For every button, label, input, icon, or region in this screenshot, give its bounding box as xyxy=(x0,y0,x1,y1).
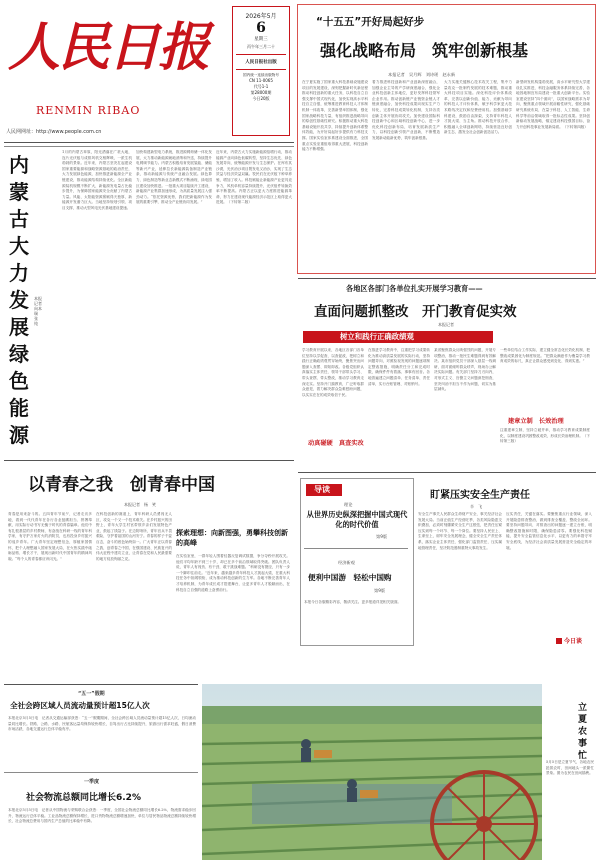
lead-body-col3: 大力实施关键核心技术攻关工程，集中力量攻克一批制约发展的技术难题，推动重大科技项目实施。深化科技评价体系改革，完善以创新价值、能力、贡献为导向的科技人才评价体系，赋予科学家更大技术路线决定权和经费使用权。加强基础学科建设，鼓励自由探索，支持青年科技人才挑大梁、当主角。推动科技开放合作，积极融入全球创新网络，持续营造良好创新生态，激发全社会创新创造活力。 xyxy=(444,80,512,135)
code-2: CN 11-0065 xyxy=(249,78,273,84)
education-body-col1: 学习教育开展以来，各地区各部门各单位坚持以学促查、以查促改，把树立和践行正确政绩观贯穿始终，聚焦突出问题深入查摆、即知即改。各级党组织认真落实主体责任，领导干部带头学习、带头查摆、带头整改，推动学习教育走深走实。坚持开门搞教育，广泛听取群众意见，着力解决群众急难愁盼问题，以实实在在的成效取信于民。 xyxy=(302,348,364,397)
education-subhead-1: 动真碰硬 真查实改 xyxy=(308,440,364,447)
education-banner-text: 树立和践行正确政绩观 xyxy=(340,332,414,341)
education-body-col3: 某省聚焦群众反映强烈的问题，开展专项整治，推动一批民生难题得到有效解决。某市组织党员干部深入基层一线调研，面对面倾听群众呼声，现场办公解决实际问题。有关部门坚持刀刃向内，对形式主义、官僚主义问题深挖细查，坚决纠治不担当不作为问题，切实为基层减负。 xyxy=(434,348,496,392)
safety-body-col1: 安全生产事关人民群众生命财产安全，事关经济社会发展大局。当前正值生产经营旺季，各类风险隐患交织叠加，必须时刻绷紧安全生产这根弦，把责任压紧压实到每一个环节、每一个岗位。要坚持人民至上、生命至上，树牢安全发展理念，健全安全生产责任体系，落实企业主体责任，强化部门监管责任，压实属地管理责任，坚决防范遏制重特大事故发生。 xyxy=(418,512,502,550)
code-1: 国内统一连续出版物号 xyxy=(243,73,279,78)
vertical-top-rule xyxy=(4,146,294,147)
date-weekday: 星期三 xyxy=(254,37,268,42)
guide-item-2-tag: 经济新观 xyxy=(338,560,355,565)
lead-headline[interactable]: 强化战略布局 筑牢创新根基 xyxy=(320,41,529,60)
code-5: 今日20版 xyxy=(252,96,270,102)
guide-item-1-page[interactable]: 第9版 xyxy=(376,534,388,539)
safety-body-col2: 压实责任，关键在落实。要聚焦重点行业领域，深入开展隐患排查整治，做到排查全覆盖、整改全闭环。要坚持问题导向，对排查出的问题逐一建立台账，明确整改措施和时限，确保隐患清零。要强化科技赋能，提升安全监管信息化水平，以更有力的举措守牢安全底线，为经济社会高质量发展营造安全稳定的环境。 xyxy=(506,512,592,550)
lead-body-col2: 着力推进科技创新和产业创新深度融合，加强企业主导的产学研深度融合，强化企业科技创新主体地位，更好发挥科技领军企业作用。推动创新链产业链资金链人才链深度融合，加快科技成果向现实生产力转化，完善科技成果转化机制，支持各类创新主体开展协同攻关。加快建设国际科技创新中心和区域科技创新中心，进一步优化科技创新布局，培育发展新质生产力，以科技创新引领产业创新，不断塑造发展新动能新优势，筑牢创新根基。 xyxy=(372,80,440,140)
youth-headline[interactable]: 以青春之我 创青春中国 xyxy=(28,475,215,495)
date-day: 6 xyxy=(256,20,266,36)
education-subhead-2: 建章立制 长效治理 xyxy=(508,418,564,425)
holiday-kicker: “五一”假期 xyxy=(78,691,105,697)
education-body-col4: 一些单位结合工作实际，建立健全常态化长效化机制，把整改成果固化为制度规范。“把群众满意作为衡量学习教育成效的标尺，真正让群众感受到变化、得到实惠。” xyxy=(500,348,590,364)
feature-body: 在实验室里，一群年轻人围着仪器反复调试数据，争分夺秒开展攻关。他们平均年龄不到三十岁，却已在多个前沿领域取得突破。团队负责人说，青年人有闯劲、有干劲，敢于挑战难题。“科研没有捷径，只有一步一个脚印往前走。”近年来，越来越多青年科技人才挑起大梁，在重大科技任务中担纲领衔，成为推动科技创新的生力军。各地不断完善青年人才培养机制，为青年成长成才搭建舞台，让更多青年人才脱颖而出，在科技自立自强的道路上奋勇前行。 xyxy=(176,554,290,592)
date-panel xyxy=(232,6,290,136)
education-byline: 本报记者 xyxy=(438,322,454,327)
code-3: 代号1-1 xyxy=(253,84,269,90)
guide-item-1-title[interactable]: 从世界历史纵深把握中国式现代化的时代价值 xyxy=(306,510,408,529)
youth-byline: 本报记者 杨 笑 xyxy=(124,502,156,507)
newspaper-logo: 人民日报 xyxy=(8,17,209,78)
guide-divider xyxy=(304,548,408,549)
date-year-month: 2026年5月 xyxy=(245,13,277,20)
guide-item-1-tag: 理论 xyxy=(344,502,353,507)
website-link[interactable]: 人民网网址：http://www.people.com.cn xyxy=(6,129,102,135)
logistics-headline[interactable]: 社会物流总额同比增长6.2% xyxy=(26,793,141,803)
masthead xyxy=(6,4,234,138)
safety-byline: 辛 飞 xyxy=(470,504,482,509)
safety-headline[interactable]: 盯紧压实安全生产责任 xyxy=(430,490,530,501)
today-marker xyxy=(556,638,562,644)
publisher: 人民日报社出版 xyxy=(245,59,277,65)
holiday-top-rule xyxy=(4,684,198,685)
education-body-col5: 注重建章立制，坚持立破并举，推动学习教育成果制度化，以制度建设巩固整改成效，形成长效治理机制。（下转第三版） xyxy=(500,428,590,444)
guide-label: 导读 xyxy=(314,485,330,494)
holiday-mid-rule xyxy=(4,772,198,773)
guide-top-rule xyxy=(298,472,596,473)
holiday-headline[interactable]: 全社会跨区域人员流动量预计超15亿人次 xyxy=(10,701,150,710)
lead-body-col1: 在宁夏实施了国家重大科技基础设施建设项目的发展建设，深刻把握新时代新征程推动科技创新的重大任务，以科技自立自强支撑中国式现代化，加快实现高水平科技自立自强，统筹推进教育科技人才体制机制一体改革，完善新型举国体制，强化国家战略科技力量，有组织推进战略导向的原创性基础性研究。积极推动重大科技基础设施开放共享，持续提升创新体系整体效能，为开好局起好步提供有力科技支撑。国家实验室体系建设全面推进，全国重点实验室重组取得重大进展，科技创新能力不断增强。 xyxy=(302,80,368,152)
education-top-rule xyxy=(298,278,596,279)
logistics-body: 本报北京5月5日电 记者从中国物流与采购联合会获悉：一季度，全国社会物流总额同比增长6.2%，物流需求稳步回升，物流运行总体平稳。工业品物流总额保持增长，进口货物物流总额增速加快，单位与居民物品物流总额持续较快增长，社会物流总费用与国内生产总值的比率稳中有降。 xyxy=(8,808,196,824)
youth-top-rule xyxy=(4,460,294,461)
vertical-body-col2: 加快构建新型电力系统，推进源网荷储一体化发展，大力推动新能源就地消纳和外送，持续提升电网调节能力。内蒙古积极培育发展氢能、储能等新兴产业，延伸拉长新能源装备制造产业链条，推动新能源与传统产业融合发展。绿色算力、绿色制造等新业态新模式不断涌现，绿电园区建设加快推进。一批重大项目陆续开工建设，新能源产业集群加速形成，为高质量发展注入强劲动力。“依托资源优势，我们把新能源作为发展的重要引擎，推动全产业链协同发展。” xyxy=(136,150,212,205)
vertical-byline: 本报记者 向本瑞 张 纯 xyxy=(34,296,46,326)
today-label[interactable]: 今日谈 xyxy=(564,638,583,645)
logistics-kicker: 一季度 xyxy=(84,779,100,785)
vertical-headline[interactable]: 内蒙古大力发展绿色能源 xyxy=(9,153,29,447)
education-headline[interactable]: 直面问题抓整改 开门教育促实效 xyxy=(314,304,517,320)
lead-body-col4: 新型研发机构蓬勃发展，高水平研究型大学建设扎实推进，科技金融服务体系持续完善，各地因地制宜布局建设一批重大创新平台。实验室建设坚持“四个面向”，以国家战略需求为导向，聚焦重点领域开展前瞻性研究，强化基础研究系统布局，在量子科技、人工智能、生命科学等前沿领域取得一批标志性成果。坚持创新驱动发展战略，锚定建设科技强国目标，奋力开创科技事业发展新局面。（下转第四版） xyxy=(516,80,590,129)
vertical-body-col3: 近年来，内蒙古大力实施新能源倍增行动，推动能源产业向绿色低碳转型，坚持生态优先、绿色发展导向，统筹能源开发与生态保护。在库布其沙漠，光伏治沙项目既发电又治沙，实现了生态效益与经济效益双赢。牧民们在光伏板下种草养殖，增加了收入。科技赋能让新能源产业更具竞争力，风机单机容量持续提升，光伏组件转换效率不断提高。内蒙古正以更大力度推进能源革命，努力在建设现代能源经济示范区上取得更大进展。（下转第二版） xyxy=(216,150,292,205)
guide-filler: 本报今日各版精彩内容，敬请关注。更多报道详见相关版面。 xyxy=(304,600,402,604)
vertical-body-col1: 1月的内蒙古草原，阳光洒落在广袤大地，连片光伏板与成排风机交相辉映，一派生机勃勃的景象。近年来，内蒙古坚决扛起建设国家重要能源和战略资源基地的政治责任，大力发展绿色能源，加快推进新能源全产业链建设，推动能源结构持续优化。全区新能源装机规模不断扩大，新能源发电量占比稳步提升，为保障国家能源安全贡献了内蒙古力量。风能、太阳能资源禀赋得天独厚，新能源开发潜力巨大。当地坚持规划引领、项目支撑，推动大型风电光伏基地建设提速。 xyxy=(62,150,132,210)
farm-photo-illustration xyxy=(202,684,542,860)
lead-tag: “十五五”开好局起好步 xyxy=(316,16,425,28)
code-4: 第28000期 xyxy=(250,90,272,96)
lead-byline: 本报记者 吴月辉 刘诗瑶 赵永新 xyxy=(388,72,456,77)
holiday-body-1: 本报北京5月5日电 记者从交通运输部获悉：“五一”假期期间，全社会跨区域人员流动量预计超15亿人次，日均流动量同比增长。铁路、公路、水路、民航客运量均保持较快增长，自驾出行占比持续提升，旅游出行需求旺盛，假日消费市场活跃，各地交通运行总体平稳有序。 xyxy=(8,716,196,732)
photo-caption-text: 5月5日是立夏节气，各地农民抢抓农时，田间地头一派繁忙景象。图为农民在田间插秧。 xyxy=(546,760,594,776)
guide-item-2-page[interactable]: 第9版 xyxy=(374,588,386,593)
farm-photo[interactable] xyxy=(202,684,542,860)
education-body-col2: 在推进学习教育中，注重把学习成果转化为推动高质量发展的实际行动，坚持问题导向，对照检视发现的问题逐项制定整改措施，明确责任分工和完成时限，确保件件有着落、事事有回音。各地普遍建立问题清单、任务清单、责任清单，实行台账管理、对账销号。 xyxy=(368,348,430,386)
masthead-rule xyxy=(4,142,294,143)
education-kicker: 各地区各部门各单位扎实开展学习教育—— xyxy=(346,284,483,293)
date-lunar: 丙午年三月二十 xyxy=(247,44,275,49)
youth-body-col2: 在科技创新的赛道上，青年科研人员勇闯无人区，攻克一个又一个技术难关。在乡村振兴的田野上，青年大学生村官带领乡亲们发展特色产业，鼓起了钱袋子。在边防哨所，青年官兵不畏艰险，守护着祖国的山河安宁。青春的样子千姿百态，奋斗的底色始终如一。广大青年正以青春之我，创青春之中国，在强国建设、民族复兴的伟大征程中建功立业，让青春在党和人民最需要的地方绽放绚丽之花。 xyxy=(96,512,172,561)
feature-headline[interactable]: 探索理想：向新图强，勇攀科技创新的高峰 xyxy=(176,529,288,547)
youth-body-col1: 青春是用来奋斗的。五四青年节前夕，记者走访多地，看到一代代青年在各行各业挺膺担当、拼搏奉献，用实际行动书写无愧于时代的青春篇章。他们中有扎根基层的乡村教师，有奋战在科研一线的青年科学家，有守护万家灯火的消防员，也有投身乡村振兴的返乡青年。广大青年坚定理想信念，厚植家国情怀，把个人理想融入国家发展大局，在火热实践中砥砺品格、增长才干，展现出新时代中国青年的精神风貌。“每个人的青春都应该闪光。” xyxy=(8,512,92,561)
guide-item-2-title[interactable]: 便利中国游 轻松中国购 xyxy=(308,573,392,582)
newspaper-pinyin: RENMIN RIBAO xyxy=(36,104,141,117)
photo-caption-title: 立夏农事忙 xyxy=(578,703,588,761)
